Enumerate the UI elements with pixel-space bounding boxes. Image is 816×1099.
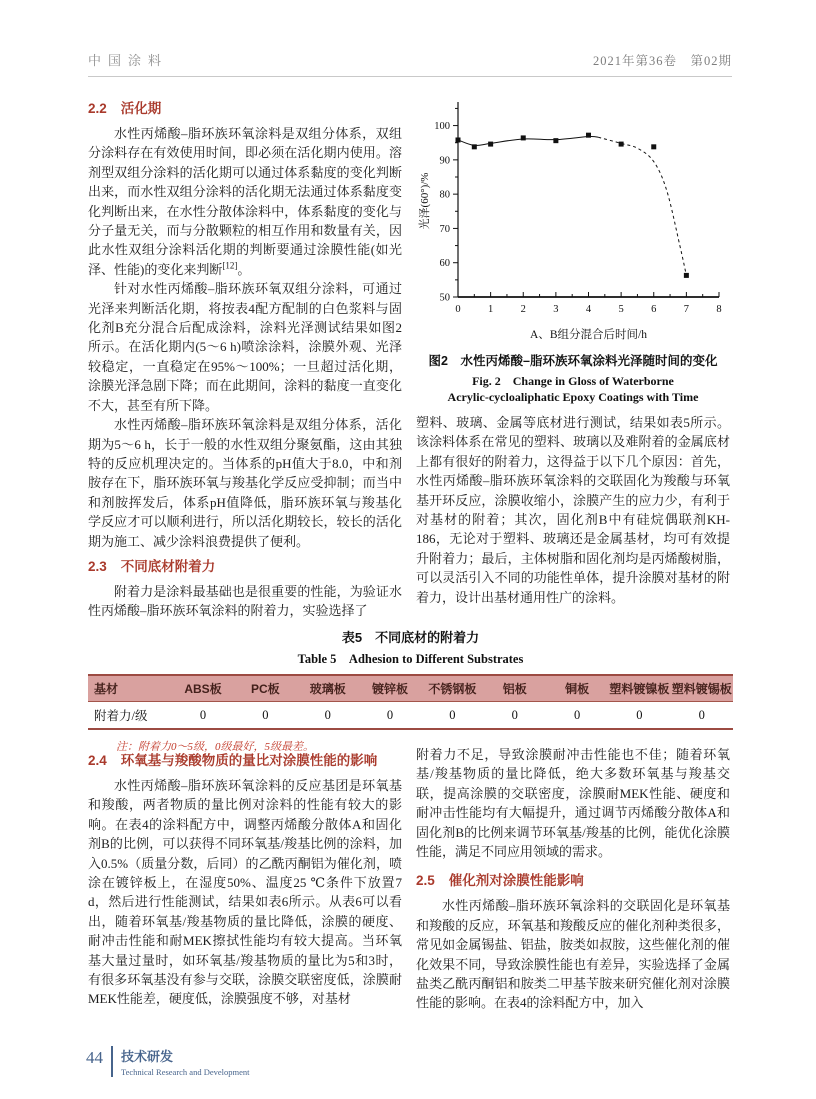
svg-text:3: 3 [553, 304, 559, 315]
footer-dept-cn: 技术研发 [121, 1049, 174, 1064]
paragraph: 水性丙烯酸–脂环族环氧涂料是双组分体系，双组分涂料存在有效使用时间，即必须在活化期内使用。溶剂型双组分涂料的活化期可以通过体系黏度的变化判断出来，而水性双组分涂料的活化期无法通过体系黏度变化判断出来，在水性分散体涂料中，体系黏度的变化与分子量无关，而与分散颗粒的相互作用和数量有关，因此水性双组分涂料活化期的判断要通过涂膜性能(如光泽、性能)的变化来判断[12]。 [88, 126, 402, 277]
table-header-cell: PC板 [234, 675, 296, 702]
table-header-cell: 塑料镀镍板 [608, 675, 670, 702]
paragraph: 水性丙烯酸–脂环族环氧涂料的反应基团是环氧基和羧酸，两者物质的量比例对涂料的性能有较大的影响。在表4的涂料配方中，调整丙烯酸分散体A和固化剂B的比例，可以获得不同环氧基/羧基比例的涂料，加入0.5%（质量分数，后同）的乙酰丙酮铝为催化剂，喷涂在镀锌板上，在湿度50%、温度25 ℃条件下放置7 d，然后进行性能测试，结果如表6所示。从表6可以看出，随着环氧基/羧基物质的量比降低，涂膜的硬度、耐冲击性能和耐MEK擦拭性能均有较大提高。当环氧基大量过量时，如环氧基/羧基物质的量比为5和3时，有很多环氧基没有参与交联，涂膜交联密度低，涂膜耐MEK性能差，硬度低，涂膜强度不够，对基材 [88, 778, 402, 1007]
table-header-cell: 塑料镀锡板 [671, 675, 733, 702]
svg-text:80: 80 [439, 189, 450, 201]
section-title: 不同底材附着力 [120, 558, 216, 574]
table-title-en: Table 5 Adhesion to Different Substrates [297, 652, 524, 666]
table-note: 注：附着力0～5级，0级最好，5级最差。 [116, 741, 314, 753]
section-number: 2.5 [416, 873, 435, 889]
table-cell: 0 [511, 707, 518, 722]
table-header-cell: 铝板 [484, 675, 546, 702]
paragraph: 附着力不足，导致涂膜耐冲击性能也不佳；随着环氧基/羧基物质的量比降低，绝大多数环氧基与羧基交联，提高涂膜的交联密度，涂膜耐MEK性能、硬度和耐冲击性能均有大幅提升，通过调节丙烯酸分散体A和固化剂B的比例来调节环氧基/羧基的比例，能优化涂膜性能，满足不同应用领域的需求。 [416, 747, 730, 860]
svg-text:光泽(60°)/%: 光泽(60°)/% [419, 172, 431, 230]
table-header-cell: 玻璃板 [297, 675, 359, 702]
footer-department [121, 1046, 250, 1077]
section-title: 活化期 [120, 101, 162, 116]
svg-text:6: 6 [651, 304, 657, 315]
svg-text:5: 5 [618, 304, 624, 315]
table-cell: 0 [324, 707, 331, 722]
page-footer [86, 1046, 250, 1077]
table-row [88, 702, 733, 730]
gloss-time-chart [416, 93, 730, 345]
section-heading-2-4 [88, 749, 402, 769]
left-column-bottom [88, 749, 402, 1009]
footer-dept-en: Technical Research and Development [121, 1067, 250, 1077]
section-number: 2.3 [88, 558, 107, 574]
page-header [88, 50, 732, 77]
svg-text:60: 60 [439, 258, 450, 270]
svg-text:1: 1 [488, 304, 494, 315]
table-header-cell: 镀锌板 [359, 675, 421, 702]
svg-text:100: 100 [434, 121, 450, 133]
svg-text:7: 7 [683, 304, 689, 315]
table-header-cell: 不锈钢板 [421, 675, 483, 702]
table-header-cell: ABS板 [172, 675, 234, 702]
svg-text:A、B组分混合后时间/h: A、B组分混合后时间/h [530, 329, 647, 341]
svg-text:2: 2 [520, 304, 526, 315]
table-cell: 0 [636, 707, 643, 722]
section-heading-2-3 [88, 555, 402, 575]
figure-caption-cn: 图2 水性丙烯酸–脂环族环氧涂料光泽随时间的变化 [428, 354, 718, 368]
table-row-label: 附着力/级 [94, 709, 148, 723]
table-header-cell: 基材 [88, 675, 172, 702]
table-cell: 0 [262, 707, 269, 722]
figure-caption-en-line2: Acrylic-cycloaliphatic Epoxy Coatings with Time [447, 390, 699, 404]
reference-mark: [12] [222, 260, 238, 271]
figure-caption-en-line1: Fig. 2 Change in Gloss of Waterborne [472, 374, 674, 388]
section-number: 2.2 [88, 101, 107, 116]
section-heading-2-2 [88, 97, 402, 117]
paragraph: 水性丙烯酸–脂环族环氧涂料的交联固化是环氧基和羧酸的反应，环氧基和羧酸反应的催化剂种类很多，常见如金属锡盐、铝盐，胺类如叔胺，这些催化剂的催化效果不同，导致涂膜性能也有差异，实验选择了金属盐类乙酰丙酮铝和胺类二甲基苄胺来研究催化剂对涂膜性能的影响。在表4的涂料配方中，加入 [416, 898, 730, 1011]
table-cell: 0 [573, 707, 581, 722]
section-heading-2-5 [416, 869, 730, 889]
journal-name: 中国涂料 [88, 53, 169, 68]
svg-text:0: 0 [455, 304, 461, 315]
paragraph: 针对水性丙烯酸–脂环族环氧双组分涂料，可通过光泽来判断活化期，将按表4配方配制的白色浆料与固化剂B充分混合后配成涂料，涂料光泽测试结果如图2所示。在活化期内(5～6 h)喷涂涂料，涂膜外观、光泽较稳定，一直稳定在95%～100%；一旦超过活化期，涂膜光泽急剧下降；而在此期间，涂料的黏度一直变化不大，甚至有所下降。 [88, 281, 402, 413]
figure-2 [416, 93, 730, 405]
svg-text:70: 70 [439, 223, 450, 235]
page-number: 44 [86, 1048, 103, 1067]
table-cell: 0 [449, 707, 456, 722]
left-column-top [88, 97, 402, 621]
paragraph: 塑料、玻璃、金属等底材进行测试，结果如表5所示。该涂料体系在常见的塑料、玻璃以及难附着的金属底材上都有很好的附着力，这得益于以下几个原因：首先，水性丙烯酸–脂环族环氧涂料的交联固化为羧酸与环氧基开环反应，涂膜收缩小，涂膜产生的应力少，有利于对基材的附着；其次，固化剂B中有硅烷偶联剂KH-186，无论对于塑料、玻璃还是金属基材，均可有效提升附着力；最后，主体树脂和固化剂均是丙烯酸树脂，可以灵活引入不同的功能性单体，提升涂膜对基材的附着力，设计出基材通用性广的涂料。 [416, 415, 730, 605]
svg-text:8: 8 [716, 304, 722, 315]
paragraph: 水性丙烯酸–脂环族环氧涂料是双组分体系，活化期为5～6 h，长于一般的水性双组分聚氨酯，这由其独特的反应机理决定的。当体系的pH值大于8.0，中和剂胺存在下，脂环族环氧与羧基化学反应受抑制；而当中和剂胺挥发后，体系pH值降低，脂环族环氧与羧基化学反应才可以顺利进行，所以活化期较长，较长的活化期为施工、减少涂料浪费提供了便利。 [88, 417, 402, 549]
table-header-row [88, 675, 733, 702]
table-cell: 0 [386, 707, 394, 722]
adhesion-table [88, 674, 733, 730]
section-title: 催化剂对涂膜性能影响 [448, 873, 584, 889]
svg-text:90: 90 [439, 155, 450, 167]
right-column-top [416, 93, 730, 607]
section-title: 环氧基与羧酸物质的量比对涂膜性能的影响 [120, 753, 378, 768]
table-cell: 0 [199, 707, 207, 722]
right-column-bottom [416, 745, 730, 1013]
svg-text:50: 50 [439, 292, 450, 304]
issue-info: 2021年第36卷 第02期 [592, 54, 732, 68]
section-number: 2.4 [88, 753, 107, 768]
table-cell: 0 [698, 707, 705, 722]
footer-divider [111, 1046, 113, 1077]
table-header-cell: 铜板 [546, 675, 608, 702]
svg-text:4: 4 [585, 304, 592, 315]
table-title-cn: 表5 不同底材的附着力 [341, 630, 480, 645]
paragraph: 附着力是涂料最基础也是很重要的性能，为验证水性丙烯酸–脂环族环氧涂料的附着力，实验选择了 [88, 583, 402, 619]
table-5-block [88, 627, 733, 754]
